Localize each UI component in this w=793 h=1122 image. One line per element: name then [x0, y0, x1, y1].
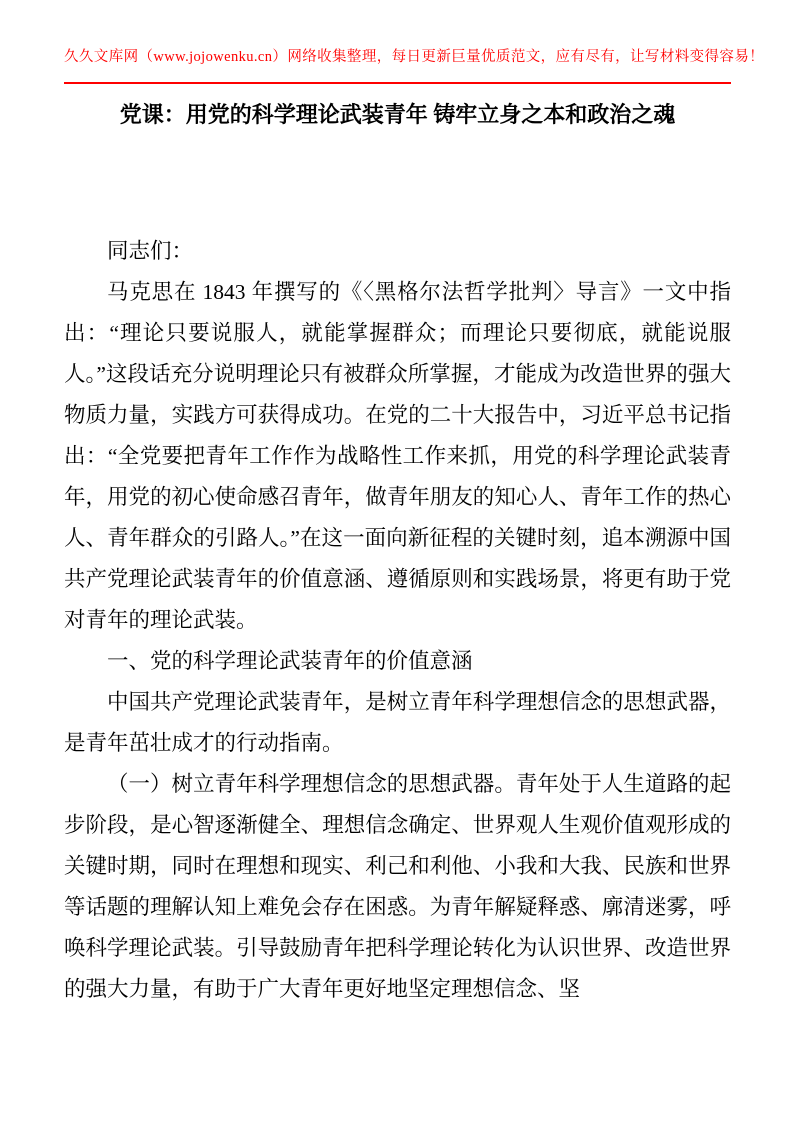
header-divider-rule [64, 82, 731, 84]
section-heading-1: 一、党的科学理论武装青年的价值意涵 [107, 649, 473, 673]
paragraph-salutation: 同志们： [107, 239, 194, 263]
document-body [64, 231, 731, 1010]
document-title: 党课：用党的科学理论武装青年 铸牢立身之本和政治之魂 [119, 102, 676, 127]
paragraph-point-1: （一）树立青年科学理想信念的思想武器。青年处于人生道路的起步阶段，是心智逐渐健全、理想信念确定、世界观人生观价值观形成的关键时期，同时在理想和现实、利己和利他、小我和大我、民族和世界等话题的理解认知上难免会存在困惑。为青年解疑释惑、廓清迷雾，呼唤科学理论武装。引导鼓励青年把科学理论转化为认识世界、改造世界的强大力量，有助于广大青年更好地坚定理想信念、坚 [64, 772, 731, 1001]
paragraph-section-1-lead: 中国共产党理论武装青年，是树立青年科学理想信念的思想武器，是青年茁壮成才的行动指南。 [64, 690, 731, 755]
site-watermark-header: 久久文库网（www.jojowenku.cn）网络收集整理，每日更新巨量优质范文，应有尽有，让写材料变得容易！ [64, 49, 765, 65]
paragraph-introduction: 马克思在 1843 年撰写的《〈黑格尔法哲学批判〉导言》一文中指出：“理论只要说服人，就能掌握群众；而理论只要彻底，就能说服人。”这段话充分说明理论只有被群众所掌握，才能成为改造世界的强大物质力量，实践方可获得成功。在党的二十大报告中，习近平总书记指出：“全党要把青年工作作为战略性工作来抓，用党的科学理论武装青年，用党的初心使命感召青年，做青年朋友的知心人、青年工作的热心人、青年群众的引路人。”在这一面向新征程的关键时刻，追本溯源中国共产党理论武装青年的价值意涵、遵循原则和实践场景，将更有助于党对青年的理论武装。 [64, 280, 731, 632]
